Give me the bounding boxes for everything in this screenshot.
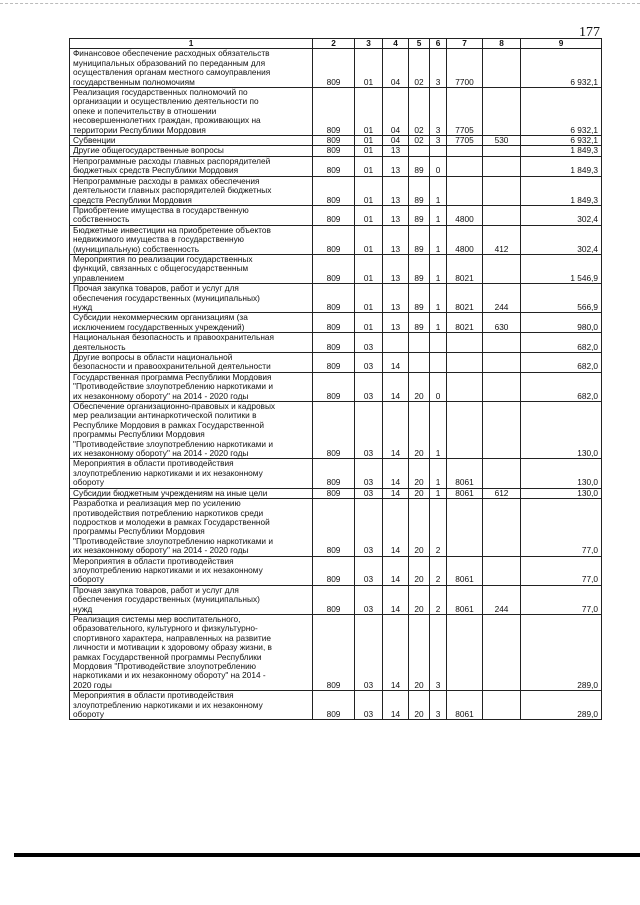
table-row bbox=[70, 225, 602, 254]
table-row bbox=[70, 254, 602, 283]
code-expense-type bbox=[483, 556, 521, 585]
code-subprogram: 0 bbox=[430, 372, 447, 401]
code-direction bbox=[447, 333, 483, 353]
code-section: 01 bbox=[355, 225, 383, 254]
code-admin: 809 bbox=[313, 176, 355, 205]
code-subsection: 04 bbox=[383, 88, 409, 136]
row-label: Субсидии бюджетным учреждениям на иные цели bbox=[70, 488, 313, 498]
column-header: 7 bbox=[447, 39, 483, 49]
code-direction: 8021 bbox=[447, 254, 483, 283]
scan-top-edge bbox=[0, 3, 640, 5]
code-expense-type bbox=[483, 176, 521, 205]
code-subprogram: 1 bbox=[430, 488, 447, 498]
table-header-row bbox=[70, 39, 602, 49]
row-label: Финансовое обеспечение расходных обязательств муниципальных образований по переданным для осуществления органам местного самоуправления государственным полномочиям bbox=[70, 49, 313, 88]
code-subsection: 04 bbox=[383, 49, 409, 88]
amount: 6 932,1 bbox=[521, 88, 602, 136]
table-row bbox=[70, 488, 602, 498]
code-subsection: 13 bbox=[383, 176, 409, 205]
code-subprogram bbox=[430, 146, 447, 156]
code-admin: 809 bbox=[313, 372, 355, 401]
code-admin: 809 bbox=[313, 156, 355, 176]
amount: 1 546,9 bbox=[521, 254, 602, 283]
row-label: Другие вопросы в области национальной безопасности и правоохранительной деятельности bbox=[70, 353, 313, 373]
amount: 1 849,3 bbox=[521, 176, 602, 205]
code-program: 02 bbox=[409, 49, 430, 88]
code-section: 01 bbox=[355, 176, 383, 205]
amount: 130,0 bbox=[521, 459, 602, 488]
code-program: 89 bbox=[409, 254, 430, 283]
bottom-rule bbox=[14, 853, 640, 857]
code-admin: 809 bbox=[313, 402, 355, 459]
code-subsection: 14 bbox=[383, 499, 409, 556]
code-expense-type bbox=[483, 372, 521, 401]
code-direction bbox=[447, 499, 483, 556]
code-admin: 809 bbox=[313, 459, 355, 488]
code-admin: 809 bbox=[313, 499, 355, 556]
code-direction: 8061 bbox=[447, 556, 483, 585]
code-section: 03 bbox=[355, 402, 383, 459]
code-subsection: 14 bbox=[383, 691, 409, 720]
code-admin: 809 bbox=[313, 88, 355, 136]
page-number: 177 bbox=[579, 25, 600, 40]
code-section: 01 bbox=[355, 313, 383, 333]
code-expense-type bbox=[483, 353, 521, 373]
code-admin: 809 bbox=[313, 353, 355, 373]
code-subprogram: 1 bbox=[430, 176, 447, 205]
code-expense-type: 630 bbox=[483, 313, 521, 333]
amount: 77,0 bbox=[521, 556, 602, 585]
code-admin: 809 bbox=[313, 556, 355, 585]
code-subsection: 13 bbox=[383, 254, 409, 283]
code-admin: 809 bbox=[313, 313, 355, 333]
code-subprogram: 1 bbox=[430, 313, 447, 333]
code-direction: 7705 bbox=[447, 136, 483, 146]
table-row bbox=[70, 614, 602, 690]
code-expense-type: 244 bbox=[483, 284, 521, 313]
code-expense-type bbox=[483, 156, 521, 176]
code-subsection: 13 bbox=[383, 225, 409, 254]
code-program: 20 bbox=[409, 691, 430, 720]
row-label: Государственная программа Республики Мордовия "Противодействие злоупотреблению наркотиками и их незаконному обороту" на 2014 - 2020 годы bbox=[70, 372, 313, 401]
code-section: 03 bbox=[355, 488, 383, 498]
code-direction bbox=[447, 372, 483, 401]
code-direction bbox=[447, 146, 483, 156]
column-header: 3 bbox=[355, 39, 383, 49]
table-row bbox=[70, 284, 602, 313]
code-subprogram: 2 bbox=[430, 556, 447, 585]
row-label: Реализация государственных полномочий по организации и осуществлению деятельности по опеке и попечительству в отношении несовершеннолетних граждан, проживающих на территории Республики Мордовия bbox=[70, 88, 313, 136]
code-program: 89 bbox=[409, 284, 430, 313]
row-label: Мероприятия в области противодействия злоупотреблению наркотиками и их незаконному обороту bbox=[70, 556, 313, 585]
code-program: 89 bbox=[409, 205, 430, 225]
code-section: 01 bbox=[355, 49, 383, 88]
table-row bbox=[70, 205, 602, 225]
amount: 1 849,3 bbox=[521, 146, 602, 156]
code-program: 02 bbox=[409, 136, 430, 146]
row-label: Прочая закупка товаров, работ и услуг для обеспечения государственных (муниципальных) нужд bbox=[70, 585, 313, 614]
code-subprogram: 3 bbox=[430, 49, 447, 88]
amount: 77,0 bbox=[521, 499, 602, 556]
code-section: 01 bbox=[355, 254, 383, 283]
amount: 302,4 bbox=[521, 225, 602, 254]
code-direction: 7705 bbox=[447, 88, 483, 136]
row-label: Национальная безопасность и правоохранительная деятельность bbox=[70, 333, 313, 353]
code-section: 01 bbox=[355, 136, 383, 146]
code-subprogram: 2 bbox=[430, 585, 447, 614]
code-admin: 809 bbox=[313, 49, 355, 88]
code-program bbox=[409, 353, 430, 373]
code-direction: 8061 bbox=[447, 691, 483, 720]
row-label: Мероприятия в области противодействия злоупотреблению наркотиками и их незаконному обороту bbox=[70, 691, 313, 720]
code-subsection: 04 bbox=[383, 136, 409, 146]
code-subprogram: 1 bbox=[430, 459, 447, 488]
table-row bbox=[70, 402, 602, 459]
row-label: Бюджетные инвестиции на приобретение объектов недвижимого имущества в государственную (муниципальную) собственность bbox=[70, 225, 313, 254]
code-program: 89 bbox=[409, 225, 430, 254]
code-section: 01 bbox=[355, 156, 383, 176]
code-section: 01 bbox=[355, 205, 383, 225]
code-expense-type bbox=[483, 146, 521, 156]
code-subprogram: 3 bbox=[430, 88, 447, 136]
code-section: 01 bbox=[355, 88, 383, 136]
code-program: 20 bbox=[409, 614, 430, 690]
row-label: Другие общегосударственные вопросы bbox=[70, 146, 313, 156]
code-section: 01 bbox=[355, 146, 383, 156]
code-subprogram: 0 bbox=[430, 156, 447, 176]
amount: 130,0 bbox=[521, 488, 602, 498]
code-direction: 4800 bbox=[447, 225, 483, 254]
column-header: 2 bbox=[313, 39, 355, 49]
code-expense-type bbox=[483, 205, 521, 225]
code-subsection: 13 bbox=[383, 156, 409, 176]
amount: 682,0 bbox=[521, 333, 602, 353]
table-row bbox=[70, 372, 602, 401]
row-label: Субвенции bbox=[70, 136, 313, 146]
table-row bbox=[70, 459, 602, 488]
row-label: Обеспечение организационно-правовых и кадровых мер реализации антинаркотической политики в Республике Мордовия в рамках Государственной программы Республики Мордовия "Противодействие злоупотреблению наркотиками и их незаконному обороту" на 2014 - 2020 годы bbox=[70, 402, 313, 459]
code-subprogram bbox=[430, 333, 447, 353]
amount: 289,0 bbox=[521, 614, 602, 690]
row-label: Разработка и реализация мер по усилению противодействия потреблению наркотиков среди подростков и молодежи в рамках Государственной программы Республики Мордовия "Противодействие злоупотреблению наркотиками и их незаконному обороту" на 2014 - 2020 годы bbox=[70, 499, 313, 556]
budget-table bbox=[69, 38, 602, 720]
code-direction bbox=[447, 402, 483, 459]
row-label: Прочая закупка товаров, работ и услуг для обеспечения государственных (муниципальных) нужд bbox=[70, 284, 313, 313]
code-program: 20 bbox=[409, 585, 430, 614]
code-section: 03 bbox=[355, 333, 383, 353]
code-expense-type: 530 bbox=[483, 136, 521, 146]
amount: 302,4 bbox=[521, 205, 602, 225]
code-subsection: 13 bbox=[383, 284, 409, 313]
table-row bbox=[70, 49, 602, 88]
code-subprogram: 1 bbox=[430, 254, 447, 283]
code-expense-type: 612 bbox=[483, 488, 521, 498]
code-direction bbox=[447, 614, 483, 690]
code-subsection: 13 bbox=[383, 205, 409, 225]
code-direction bbox=[447, 176, 483, 205]
table-row bbox=[70, 333, 602, 353]
code-direction bbox=[447, 353, 483, 373]
table-row bbox=[70, 499, 602, 556]
code-subprogram: 3 bbox=[430, 614, 447, 690]
table-row bbox=[70, 585, 602, 614]
code-subsection: 14 bbox=[383, 488, 409, 498]
code-expense-type bbox=[483, 49, 521, 88]
column-header: 6 bbox=[430, 39, 447, 49]
code-program: 20 bbox=[409, 556, 430, 585]
code-program: 20 bbox=[409, 499, 430, 556]
column-header: 9 bbox=[521, 39, 602, 49]
code-admin: 809 bbox=[313, 614, 355, 690]
code-admin: 809 bbox=[313, 146, 355, 156]
code-subprogram: 1 bbox=[430, 225, 447, 254]
code-subprogram: 1 bbox=[430, 402, 447, 459]
column-header: 4 bbox=[383, 39, 409, 49]
code-admin: 809 bbox=[313, 585, 355, 614]
code-expense-type bbox=[483, 254, 521, 283]
column-header: 5 bbox=[409, 39, 430, 49]
row-label: Непрограммные расходы главных распорядителей бюджетных средств Республики Мордовия bbox=[70, 156, 313, 176]
amount: 1 849,3 bbox=[521, 156, 602, 176]
code-expense-type: 244 bbox=[483, 585, 521, 614]
code-section: 03 bbox=[355, 585, 383, 614]
code-admin: 809 bbox=[313, 691, 355, 720]
code-subprogram: 1 bbox=[430, 205, 447, 225]
amount: 6 932,1 bbox=[521, 136, 602, 146]
code-subsection: 14 bbox=[383, 353, 409, 373]
amount: 289,0 bbox=[521, 691, 602, 720]
code-expense-type: 412 bbox=[483, 225, 521, 254]
row-label: Непрограммные расходы в рамках обеспечения деятельности главных распорядителей бюджетных средств Республики Мордовия bbox=[70, 176, 313, 205]
code-subsection: 14 bbox=[383, 402, 409, 459]
amount: 682,0 bbox=[521, 353, 602, 373]
amount: 6 932,1 bbox=[521, 49, 602, 88]
table-row bbox=[70, 146, 602, 156]
code-program: 20 bbox=[409, 459, 430, 488]
code-section: 03 bbox=[355, 372, 383, 401]
code-direction: 8061 bbox=[447, 488, 483, 498]
code-direction: 7700 bbox=[447, 49, 483, 88]
column-header: 1 bbox=[70, 39, 313, 49]
code-program: 20 bbox=[409, 372, 430, 401]
code-direction: 4800 bbox=[447, 205, 483, 225]
code-subsection: 13 bbox=[383, 146, 409, 156]
code-section: 03 bbox=[355, 691, 383, 720]
code-subprogram: 3 bbox=[430, 136, 447, 146]
code-program bbox=[409, 146, 430, 156]
code-expense-type bbox=[483, 402, 521, 459]
code-subsection: 14 bbox=[383, 585, 409, 614]
code-program: 89 bbox=[409, 156, 430, 176]
code-program: 20 bbox=[409, 402, 430, 459]
code-program: 02 bbox=[409, 88, 430, 136]
code-expense-type bbox=[483, 459, 521, 488]
code-subsection: 13 bbox=[383, 313, 409, 333]
code-admin: 809 bbox=[313, 254, 355, 283]
code-subprogram: 3 bbox=[430, 691, 447, 720]
code-program: 89 bbox=[409, 313, 430, 333]
table-row bbox=[70, 136, 602, 146]
code-section: 03 bbox=[355, 614, 383, 690]
code-section: 03 bbox=[355, 499, 383, 556]
code-expense-type bbox=[483, 499, 521, 556]
code-admin: 809 bbox=[313, 488, 355, 498]
table-row bbox=[70, 176, 602, 205]
code-admin: 809 bbox=[313, 136, 355, 146]
code-expense-type bbox=[483, 88, 521, 136]
code-section: 03 bbox=[355, 556, 383, 585]
table-row bbox=[70, 313, 602, 333]
code-subprogram bbox=[430, 353, 447, 373]
code-admin: 809 bbox=[313, 205, 355, 225]
code-subsection: 14 bbox=[383, 372, 409, 401]
amount: 682,0 bbox=[521, 372, 602, 401]
code-section: 03 bbox=[355, 459, 383, 488]
row-label: Приобретение имущества в государственную собственность bbox=[70, 205, 313, 225]
code-subprogram: 2 bbox=[430, 499, 447, 556]
row-label: Субсидии некоммерческим организациям (за исключением государственных учреждений) bbox=[70, 313, 313, 333]
table-row bbox=[70, 88, 602, 136]
table-row bbox=[70, 353, 602, 373]
code-direction: 8021 bbox=[447, 313, 483, 333]
row-label: Мероприятия в области противодействия злоупотреблению наркотиками и их незаконному обороту bbox=[70, 459, 313, 488]
amount: 980,0 bbox=[521, 313, 602, 333]
code-expense-type bbox=[483, 333, 521, 353]
code-subsection bbox=[383, 333, 409, 353]
code-direction: 8021 bbox=[447, 284, 483, 313]
code-direction: 8061 bbox=[447, 459, 483, 488]
table-row bbox=[70, 691, 602, 720]
code-subprogram: 1 bbox=[430, 284, 447, 313]
row-label: Реализация системы мер воспитательного, образовательного, культурного и физкультурно- спортивного характера, направленных на развитие личности и мотивации к здоровому образу жизни, в рамках Государственной программы Республики Мордовия "Противодействие злоупотреблению наркотиками и их незаконному обороту" на 2014 - 2020 годы bbox=[70, 614, 313, 690]
code-subsection: 14 bbox=[383, 459, 409, 488]
code-section: 03 bbox=[355, 353, 383, 373]
amount: 130,0 bbox=[521, 402, 602, 459]
code-subsection: 14 bbox=[383, 614, 409, 690]
amount: 77,0 bbox=[521, 585, 602, 614]
row-label: Мероприятия по реализации государственных функций, связанных с общегосударственным управлением bbox=[70, 254, 313, 283]
table-row bbox=[70, 556, 602, 585]
code-admin: 809 bbox=[313, 284, 355, 313]
code-admin: 809 bbox=[313, 333, 355, 353]
code-program bbox=[409, 333, 430, 353]
amount: 566,9 bbox=[521, 284, 602, 313]
code-admin: 809 bbox=[313, 225, 355, 254]
column-header: 8 bbox=[483, 39, 521, 49]
code-section: 01 bbox=[355, 284, 383, 313]
code-program: 89 bbox=[409, 176, 430, 205]
code-direction bbox=[447, 156, 483, 176]
code-expense-type bbox=[483, 614, 521, 690]
table-row bbox=[70, 156, 602, 176]
code-expense-type bbox=[483, 691, 521, 720]
code-direction: 8061 bbox=[447, 585, 483, 614]
code-subsection: 14 bbox=[383, 556, 409, 585]
code-program: 20 bbox=[409, 488, 430, 498]
